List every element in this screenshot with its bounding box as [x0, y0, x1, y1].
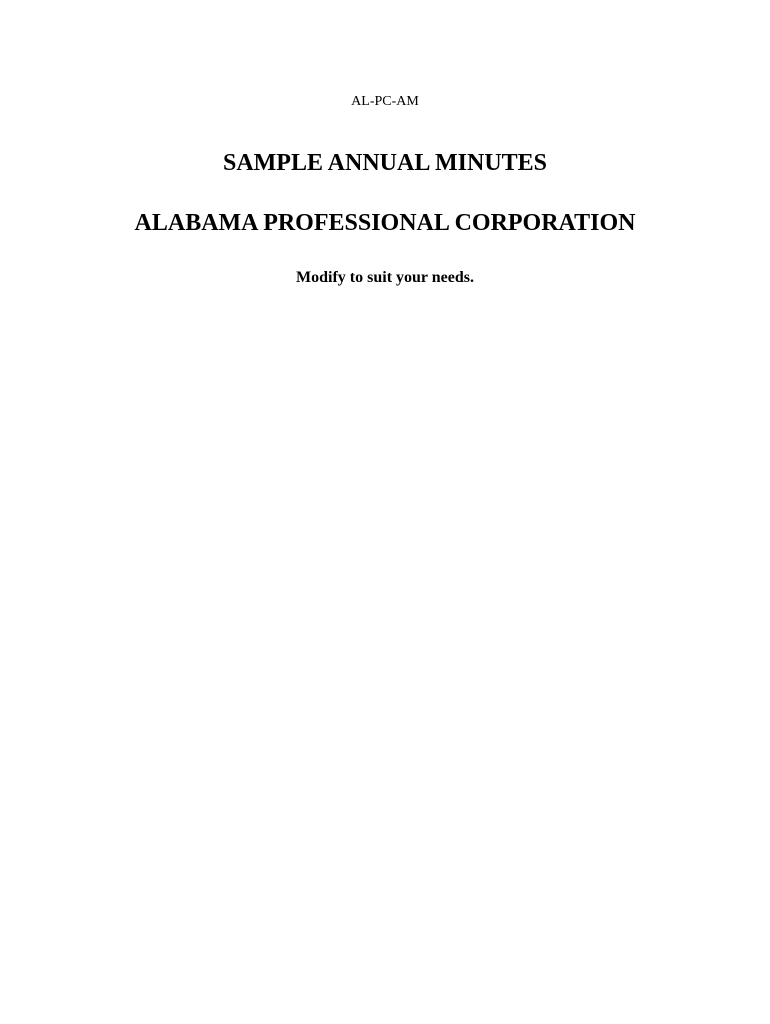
- form-code: AL-PC-AM: [351, 94, 419, 109]
- document-title: SAMPLE ANNUAL MINUTES: [222, 150, 548, 176]
- document-subtitle: ALABAMA PROFESSIONAL CORPORATION: [134, 210, 636, 236]
- instruction-text: Modify to suit your needs.: [296, 269, 474, 286]
